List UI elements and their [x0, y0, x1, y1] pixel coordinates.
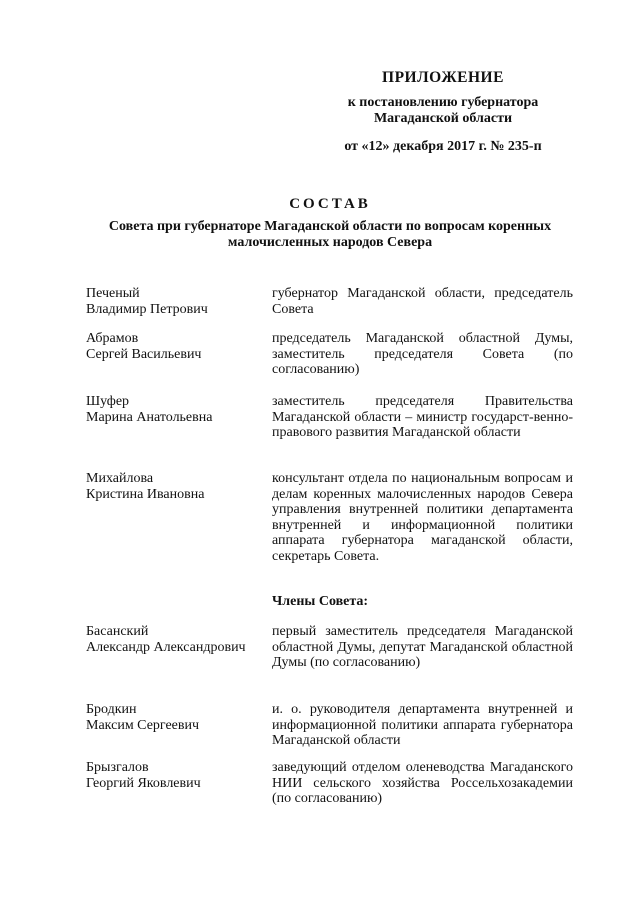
person-given-name: Кристина Ивановна — [86, 486, 205, 502]
appendix-line-1: к постановлению губернатора — [347, 95, 539, 110]
composition-heading: СОСТАВ — [289, 196, 371, 212]
person-surname: Печеный — [86, 286, 140, 301]
member-surname: Бродкин — [86, 702, 137, 717]
person-given-name: Сергей Васильевич — [86, 346, 202, 362]
person-given-name: Владимир Петрович — [86, 301, 208, 317]
appendix-title: ПРИЛОЖЕНИЕ — [382, 69, 504, 86]
person-name — [86, 471, 266, 502]
person-surname: Шуфер — [86, 394, 130, 409]
member-role: и. о. руководителя департамента внутренней и информационной политики аппарата губернатора Магаданской области — [272, 702, 573, 748]
member-role: первый заместитель председателя Магаданской областной Думы, депутат Магаданской областной Думы (по согласованию) — [272, 624, 573, 670]
person-surname: Абрамов — [86, 331, 139, 346]
member-given-name: Максим Сергеевич — [86, 717, 200, 733]
member-name — [86, 702, 266, 733]
person-role: председатель Магаданской областной Думы, заместитель председателя Совета (по согласованию) — [272, 331, 573, 377]
person-name — [86, 286, 266, 317]
member-given-name: Александр Александрович — [86, 639, 246, 655]
person-surname: Михайлова — [86, 471, 154, 486]
person-name — [86, 331, 266, 362]
person-role: заместитель председателя Правительства Магаданской области – министр государст-венно-правового развития Магаданской области — [272, 394, 573, 440]
member-name — [86, 760, 266, 791]
member-role: заведующий отделом оленеводства Магаданского НИИ сельского хозяйства Россельхозакадемии (по согласованию) — [272, 760, 573, 806]
members-heading: Члены Совета: — [272, 594, 369, 609]
member-name — [86, 624, 266, 655]
person-role: консультант отдела по национальным вопросам и делам коренных малочисленных народов Севера управления внутренней политики департамента внутренней и информационной политики аппарата губернатора магаданской области, секретарь Совета. — [272, 471, 573, 564]
person-name — [86, 394, 266, 425]
member-surname: Брызгалов — [86, 760, 149, 775]
council-heading: Совета при губернаторе Магаданской области по вопросам коренных малочисленных народов Севера — [108, 219, 552, 250]
appendix-date: от «12» декабря 2017 г. № 235-п — [344, 139, 542, 154]
person-given-name: Марина Анатольевна — [86, 409, 213, 425]
person-role: губернатор Магаданской области, председатель Совета — [272, 286, 573, 317]
member-surname: Басанский — [86, 624, 149, 639]
member-given-name: Георгий Яковлевич — [86, 775, 201, 791]
appendix-line-2: Магаданской области — [373, 111, 513, 126]
appendix-block — [328, 70, 558, 155]
